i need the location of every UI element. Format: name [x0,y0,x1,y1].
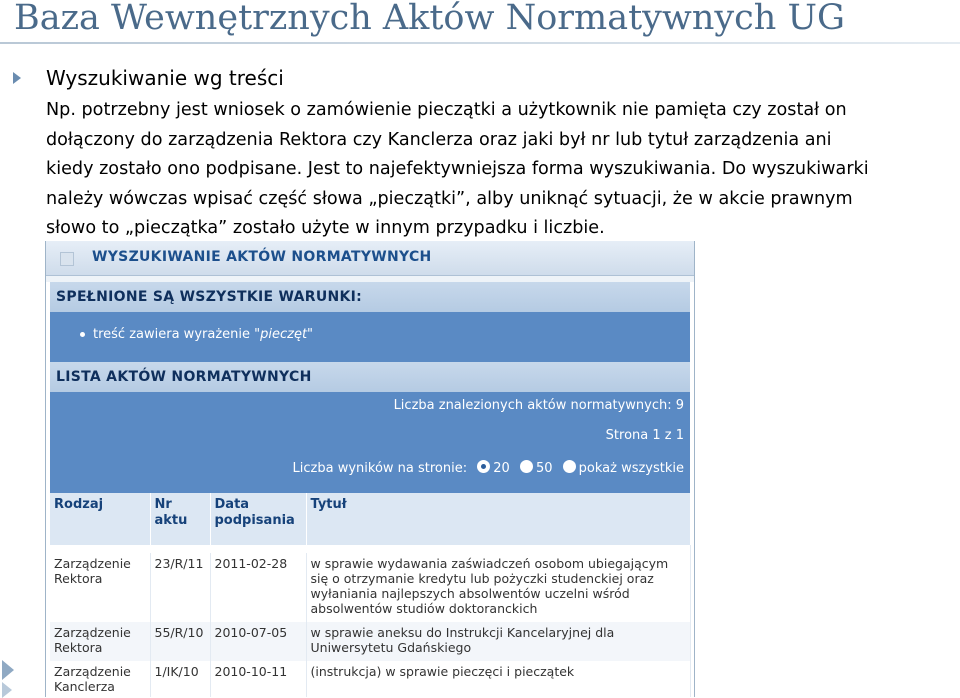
page-indicator: Strona 1 z 1 [605,428,684,443]
cell-rodzaj: Zarządzenie Rektora [50,553,150,622]
title-divider [0,42,960,44]
header-square-icon [60,252,74,266]
column-header-data[interactable]: Data podpisania [210,493,306,545]
condition-prefix: treść zawiera wyrażenie [93,327,250,342]
per-page-selector [293,460,684,476]
results-table-wrapper [50,493,690,697]
results-table [50,493,691,697]
cell-rodzaj: Zarządzenie Kanclerza [50,661,150,697]
conditions-section-bar [50,282,690,312]
cell-data: 2010-07-05 [210,622,306,661]
cell-tytul-link[interactable]: w sprawie aneksu do Instrukcji Kancelaryjnej dla Uniwersytetu Gdańskiego [306,622,690,661]
cell-nr: 23/R/11 [150,553,210,622]
list-title: LISTA AKTÓW NORMATYWNYCH [56,369,312,385]
paragraph-line: dołączony do zarządzenia Rektora czy Kanclerza oraz jaki był nr lub tytuł zarządzenia ani [46,129,832,150]
condition-bullet-icon [80,332,85,337]
app-header-title: WYSZUKIWANIE AKTÓW NORMATYWNYCH [92,249,432,265]
per-page-option-20[interactable]: 20 [493,461,510,476]
found-count: Liczba znalezionych aktów normatywnych: 9 [393,398,684,413]
search-app-screenshot [45,241,695,697]
bullet-heading: Wyszukiwanie wg treści [46,66,284,90]
search-condition [80,327,313,342]
per-page-option-all[interactable]: pokaż wszystkie [578,461,684,476]
column-header-rodzaj[interactable]: Rodzaj [50,493,150,545]
column-header-nr[interactable]: Nr aktu [150,493,210,545]
column-header-tytul[interactable]: Tytuł [306,493,690,545]
cell-nr: 1/IK/10 [150,661,210,697]
per-page-label: Liczba wyników na stronie: [292,461,468,476]
conditions-title: SPEŁNIONE SĄ WSZYSTKIE WARUNKI: [56,289,363,305]
cell-rodzaj: Zarządzenie Rektora [50,622,150,661]
paragraph-line: słowo to „pieczątka” zostało użyte w innym przypadku i liczbie. [46,218,605,238]
app-header-bar [46,241,694,276]
paragraph-line: należy wówczas wpisać część słowa „pieczątki”, alby uniknąć sytuacji, że w akcie prawnym [46,188,853,209]
per-page-radio-20[interactable] [477,460,490,473]
table-row[interactable] [50,622,690,661]
per-page-option-50[interactable]: 50 [535,461,553,476]
list-section-bar [50,362,690,392]
slide-title: Baza Wewnętrznych Aktów Normatywnych UG [14,0,845,38]
cell-nr: 55/R/10 [150,622,210,661]
paragraph-line: Np. potrzebny jest wniosek o zamówienie pieczątki a użytkownik nie pamięta czy został on [46,100,847,120]
cell-data: 2010-10-11 [210,661,306,697]
bullet-arrow-icon [13,72,21,84]
per-page-radio-50[interactable] [520,460,533,473]
table-row[interactable] [50,661,690,697]
results-panel [50,282,690,493]
cell-data: 2011-02-28 [210,553,306,622]
condition-value: "pieczęt" [254,327,314,342]
per-page-radio-all[interactable] [563,460,576,473]
description-paragraph [46,96,946,244]
paragraph-line: kiedy zostało ono podpisane. Jest to najefektywniejsza forma wyszukiwania. Do wyszukiwarki [46,159,869,179]
cell-tytul-link[interactable]: (instrukcja) w sprawie pieczęci i pieczątek [306,661,690,697]
slide-nav-arrow-small-icon [2,682,12,698]
slide-nav-arrow-icon[interactable] [2,660,14,680]
table-row[interactable] [50,553,690,622]
cell-tytul-link[interactable]: w sprawie wydawania zaświadczeń osobom ubiegającym się o otrzymanie kredytu lub pożyczki studenckiej oraz wyłaniania najlepszych absolwentów uczelni wśród absolwentów studiów doktoranckich [306,553,690,622]
